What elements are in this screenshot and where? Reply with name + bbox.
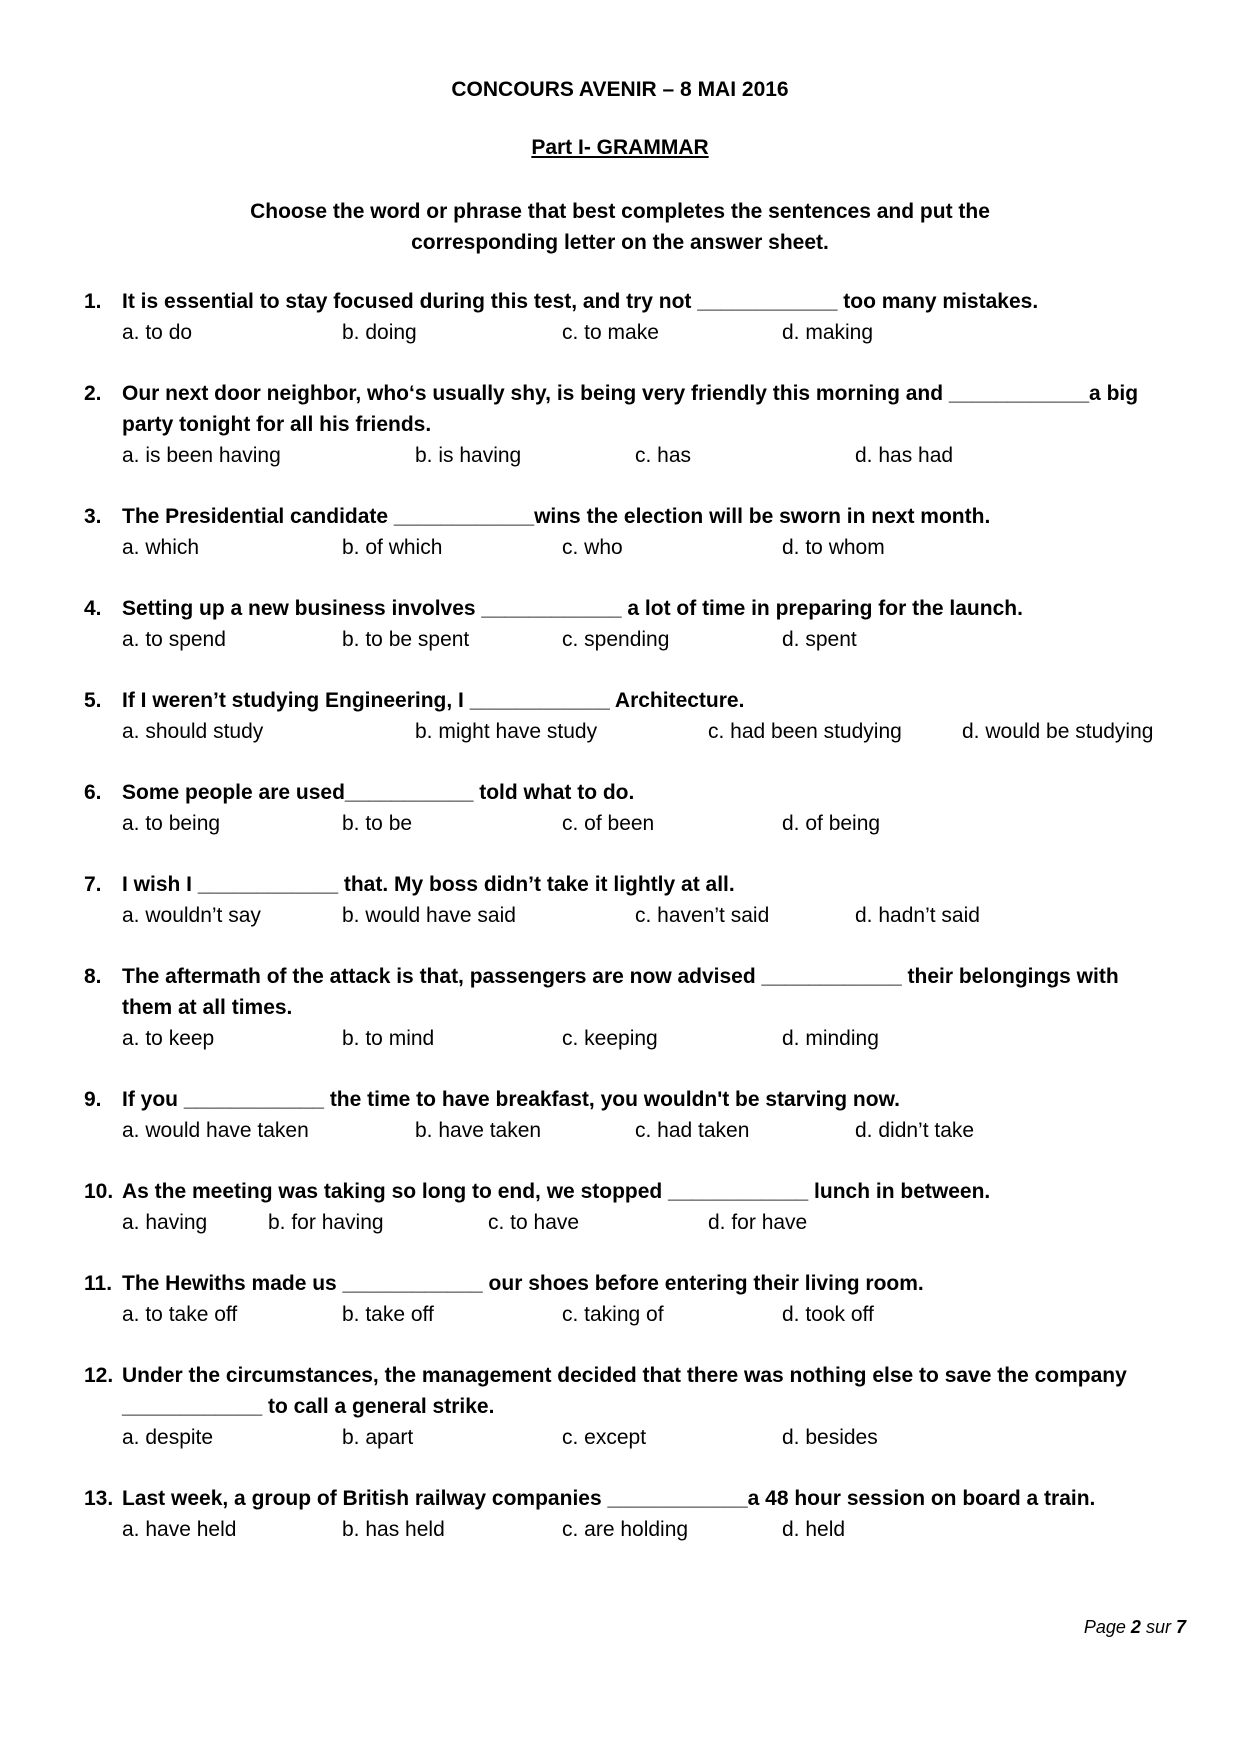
- question-number: 5.: [84, 689, 102, 712]
- question: [84, 1360, 1174, 1453]
- option-c: c. who: [562, 536, 623, 559]
- option-b: b. of which: [342, 536, 443, 559]
- question-number: 8.: [84, 965, 102, 988]
- option-a: a. have held: [122, 1518, 237, 1541]
- question-text: As the meeting was taking so long to end, we stopped ____________ lunch in between.: [122, 1180, 991, 1203]
- option-c: c. haven’t said: [635, 904, 770, 927]
- answer-options: [122, 1514, 1174, 1545]
- answer-options: [122, 716, 1174, 747]
- question-text: The Presidential candidate ____________wins the election will be sworn in next month.: [122, 505, 991, 528]
- question-number: 4.: [84, 597, 102, 620]
- question-text: It is essential to stay focused during this test, and try not ____________ too many mistakes.: [122, 290, 1039, 313]
- question: [84, 961, 1174, 1054]
- question: [84, 501, 1174, 563]
- question-number: 1.: [84, 290, 102, 313]
- option-a: a. would have taken: [122, 1119, 309, 1142]
- option-a: a. which: [122, 536, 200, 559]
- option-c: c. taking of: [562, 1303, 664, 1326]
- option-a: a. to spend: [122, 628, 226, 651]
- page-number-footer: [1084, 1617, 1186, 1638]
- question: [84, 1084, 1174, 1146]
- page-title: CONCOURS AVENIR – 8 MAI 2016: [451, 78, 789, 101]
- answer-options: [122, 1422, 1174, 1453]
- question-number: 13.: [84, 1487, 114, 1510]
- option-d: d. of being: [782, 812, 881, 835]
- question-text: The aftermath of the attack is that, passengers are now advised ____________ their belongings with them at all times.: [122, 965, 1119, 1019]
- answer-options: [122, 900, 1174, 931]
- option-d: d. held: [782, 1518, 846, 1541]
- question: [84, 378, 1174, 471]
- option-d: d. spent: [782, 628, 857, 651]
- option-a: a. to do: [122, 321, 193, 344]
- option-c: c. has: [635, 444, 692, 467]
- question: [84, 286, 1174, 348]
- question: [84, 685, 1174, 747]
- answer-options: [122, 440, 1174, 471]
- answer-options: [122, 1299, 1174, 1330]
- option-d: d. besides: [782, 1426, 878, 1449]
- option-d: d. making: [782, 321, 874, 344]
- instructions-line-1: Choose the word or phrase that best completes the sentences and put the: [250, 200, 990, 223]
- answer-options: [122, 1115, 1174, 1146]
- option-c: c. had taken: [635, 1119, 750, 1142]
- option-d: d. for have: [708, 1211, 808, 1234]
- total-pages: 7: [1175, 1617, 1186, 1637]
- question-number: 7.: [84, 873, 102, 896]
- option-a: a. having: [122, 1211, 208, 1234]
- question-number: 3.: [84, 505, 102, 528]
- page-word: Page: [1083, 1617, 1126, 1637]
- question-text: The Hewiths made us ____________ our shoes before entering their living room.: [122, 1272, 924, 1295]
- question: [84, 1483, 1174, 1545]
- question-text: Under the circumstances, the management decided that there was nothing else to save the company ____________ to call a general strike.: [122, 1364, 1127, 1418]
- answer-options: [122, 1207, 1174, 1238]
- current-page: 2: [1130, 1617, 1141, 1637]
- option-a: a. wouldn’t say: [122, 904, 261, 927]
- option-d: d. minding: [782, 1027, 879, 1050]
- question-number: 2.: [84, 382, 102, 405]
- option-a: a. to being: [122, 812, 221, 835]
- option-d: d. hadn’t said: [855, 904, 980, 927]
- option-b: b. apart: [342, 1426, 414, 1449]
- question: [84, 1176, 1174, 1238]
- option-b: b. would have said: [342, 904, 516, 927]
- option-d: d. didn’t take: [855, 1119, 975, 1142]
- question: [84, 869, 1174, 931]
- answer-options: [122, 532, 1174, 563]
- option-c: c. had been studying: [708, 720, 902, 743]
- option-c: c. spending: [562, 628, 670, 651]
- option-c: c. except: [562, 1426, 647, 1449]
- option-a: a. to take off: [122, 1303, 238, 1326]
- option-b: b. have taken: [415, 1119, 542, 1142]
- option-c: c. to have: [488, 1211, 580, 1234]
- question-text: If you ____________ the time to have breakfast, you wouldn't be starving now.: [122, 1088, 900, 1111]
- question-text: Setting up a new business involves ____________ a lot of time in preparing for the launch.: [122, 597, 1023, 620]
- option-b: b. might have study: [415, 720, 598, 743]
- question: [84, 1268, 1174, 1330]
- option-a: a. is been having: [122, 444, 281, 467]
- option-b: b. doing: [342, 321, 417, 344]
- question-text: Our next door neighbor, who‘s usually shy, is being very friendly this morning and ____________a big party tonight for all his friends.: [122, 382, 1139, 436]
- option-b: b. to be spent: [342, 628, 470, 651]
- of-word: sur: [1145, 1617, 1171, 1637]
- question-number: 12.: [84, 1364, 114, 1387]
- option-a: a. should study: [122, 720, 264, 743]
- option-c: c. keeping: [562, 1027, 658, 1050]
- option-d: d. would be studying: [962, 720, 1154, 743]
- question-list: [84, 286, 1174, 1575]
- answer-options: [122, 1023, 1174, 1054]
- option-c: c. of been: [562, 812, 655, 835]
- option-b: b. to be: [342, 812, 413, 835]
- question-number: 9.: [84, 1088, 102, 1111]
- option-d: d. took off: [782, 1303, 874, 1326]
- question-number: 11.: [84, 1272, 113, 1295]
- answer-options: [122, 317, 1174, 348]
- section-title: Part I- GRAMMAR: [531, 136, 709, 159]
- question-text: Last week, a group of British railway companies ____________a 48 hour session on board a train.: [122, 1487, 1096, 1510]
- question-number: 6.: [84, 781, 102, 804]
- question-number: 10.: [84, 1180, 114, 1203]
- answer-options: [122, 808, 1174, 839]
- option-a: a. to keep: [122, 1027, 215, 1050]
- question: [84, 593, 1174, 655]
- instructions: [0, 196, 1240, 258]
- option-a: a. despite: [122, 1426, 214, 1449]
- question-text: I wish I ____________ that. My boss didn’t take it lightly at all.: [122, 873, 735, 896]
- option-b: b. for having: [268, 1211, 384, 1234]
- option-c: c. are holding: [562, 1518, 689, 1541]
- answer-options: [122, 624, 1174, 655]
- question: [84, 777, 1174, 839]
- question-text: Some people are used___________ told what to do.: [122, 781, 635, 804]
- option-b: b. to mind: [342, 1027, 435, 1050]
- option-d: d. has had: [855, 444, 954, 467]
- option-b: b. has held: [342, 1518, 445, 1541]
- option-d: d. to whom: [782, 536, 885, 559]
- option-b: b. is having: [415, 444, 522, 467]
- option-b: b. take off: [342, 1303, 434, 1326]
- question-text: If I weren’t studying Engineering, I ____________ Architecture.: [122, 689, 745, 712]
- option-c: c. to make: [562, 321, 659, 344]
- instructions-line-2: corresponding letter on the answer sheet.: [411, 231, 829, 254]
